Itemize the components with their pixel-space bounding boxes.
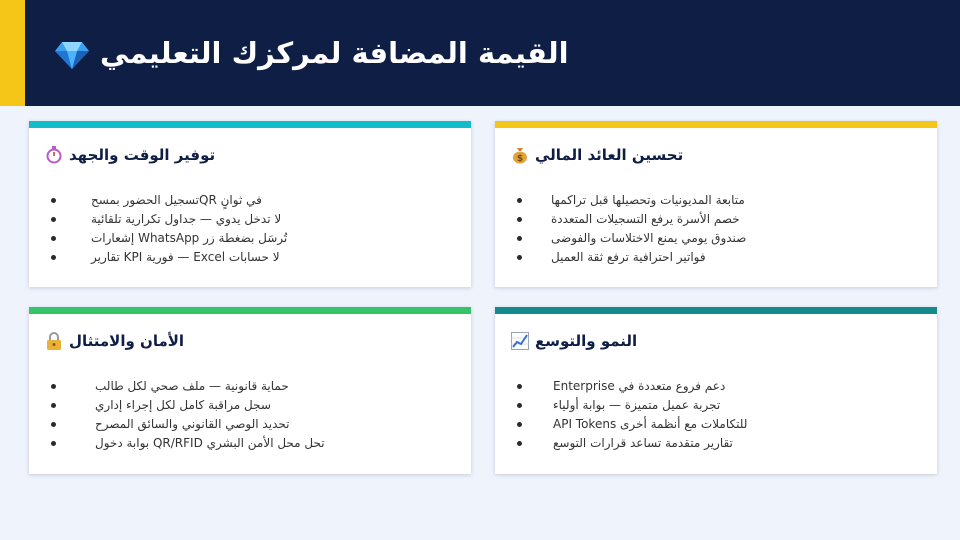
chart-up-icon [511, 332, 529, 350]
header-bar [0, 0, 960, 106]
card-accent-bar [495, 121, 937, 128]
list-item-text: تحديد الوصي القانوني والسائق المصرح [95, 417, 290, 431]
list-item [495, 415, 937, 434]
list-item [29, 415, 471, 434]
list-item [495, 396, 937, 415]
card-list [495, 377, 937, 453]
card-security [29, 307, 471, 474]
bullet-dot [51, 236, 56, 241]
bullet-dot [51, 384, 56, 389]
card-time-saving [29, 121, 471, 287]
list-item [29, 434, 471, 453]
list-item-text: سجل مراقبة كامل لكل إجراء إداري [95, 398, 271, 412]
lock-icon [45, 332, 63, 350]
list-item-text: لا تدخل يدوي — جداول تكرارية تلقائية [91, 212, 282, 226]
list-item-text: متابعة المديونيات وتحصيلها قبل تراكمها [551, 193, 745, 207]
list-item-text: تجربة عميل متميزة — بوابة أولياء [553, 398, 721, 412]
list-item [495, 191, 937, 210]
bullet-dot [51, 441, 56, 446]
list-item [495, 210, 937, 229]
list-item [29, 248, 471, 267]
card-accent-bar [29, 121, 471, 128]
svg-text:$: $ [516, 154, 524, 164]
stopwatch-icon [45, 146, 63, 164]
list-item-text: تقارير متقدمة تساعد قرارات التوسع [553, 436, 733, 450]
money-bag-icon [511, 146, 529, 164]
page-title: القيمة المضافة لمركزك التعليمي [100, 36, 569, 70]
card-title: توفير الوقت والجهد [69, 146, 216, 164]
card-title: النمو والتوسع [535, 332, 638, 350]
list-item-text: لا حسابات Excel — فورية KPI تقارير [91, 250, 280, 264]
bullet-dot [517, 403, 522, 408]
card-title: الأمان والامتثال [69, 332, 185, 350]
card-accent-bar [29, 307, 471, 314]
list-item-text: تُرسَل بضغطة زر WhatsApp إشعارات [91, 231, 288, 245]
card-list [495, 191, 937, 267]
list-item-text: حماية قانونية — ملف صحي لكل طالب [95, 379, 289, 393]
card-list [29, 191, 471, 267]
bullet-dot [51, 198, 56, 203]
list-item [29, 191, 471, 210]
card-growth [495, 307, 937, 474]
list-item [495, 434, 937, 453]
list-item-text: في ثوانٍ QRتسجيل الحضور بمسح [91, 193, 262, 207]
list-item [29, 229, 471, 248]
card-accent-bar [495, 307, 937, 314]
list-item [29, 396, 471, 415]
list-item-text: Enterprise دعم فروع متعددة في [553, 379, 726, 393]
bullet-dot [51, 422, 56, 427]
bullet-dot [517, 441, 522, 446]
bullet-dot [517, 236, 522, 241]
list-item-text: فواتير احترافية ترفع ثقة العميل [551, 250, 706, 264]
list-item [495, 248, 937, 267]
list-item [29, 377, 471, 396]
bullet-dot [517, 255, 522, 260]
bullet-dot [51, 403, 56, 408]
card-title: تحسين العائد المالي [535, 146, 684, 164]
bullet-dot [517, 217, 522, 222]
list-item-text: خصم الأسرة يرفع التسجيلات المتعددة [551, 212, 740, 226]
card-revenue [495, 121, 937, 287]
list-item-text: API Tokens للتكاملات مع أنظمة أخرى [553, 417, 748, 431]
header-accent-stripe [0, 0, 25, 106]
bullet-dot [517, 384, 522, 389]
list-item [29, 210, 471, 229]
list-item [495, 377, 937, 396]
card-list [29, 377, 471, 453]
bullet-dot [51, 217, 56, 222]
bullet-dot [517, 198, 522, 203]
bullet-dot [51, 255, 56, 260]
list-item [495, 229, 937, 248]
bullet-dot [517, 422, 522, 427]
list-item-text: تحل محل الأمن البشري QR/RFID بوابة دخول [95, 436, 325, 450]
list-item-text: صندوق يومي يمنع الاختلاسات والفوضى [551, 231, 747, 245]
diamond-icon [54, 40, 90, 70]
